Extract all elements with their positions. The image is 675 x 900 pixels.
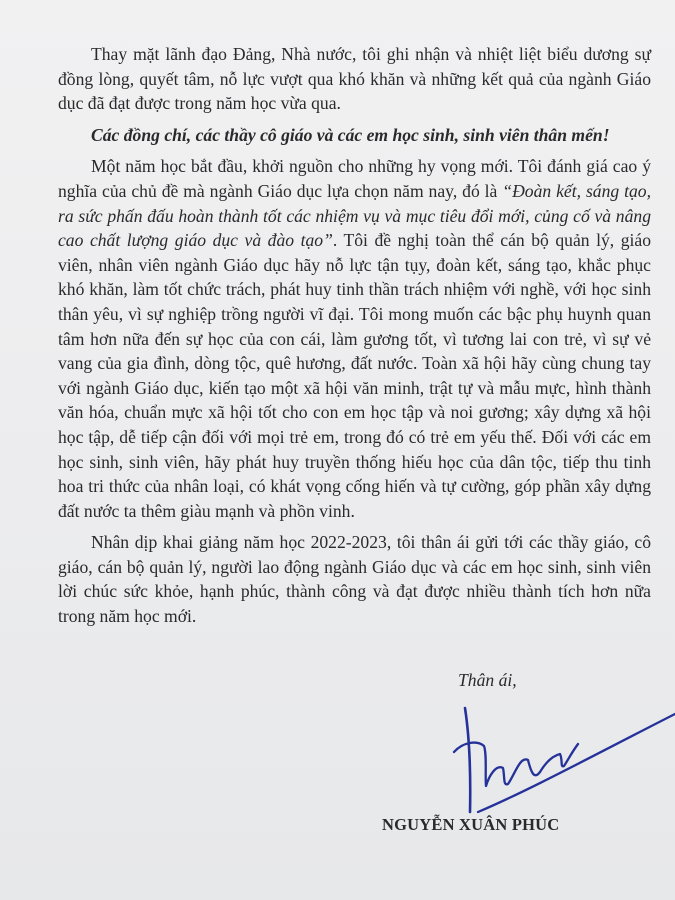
paragraph-text: Một năm học bắt đầu, khởi nguồn cho những hy vọng mới. Tôi đánh giá cao ý nghĩa của chủ đề mà ngành Giáo dục lựa chọn năm nay, đó là [58,156,651,201]
greeting-line [58,123,651,148]
signature-stroke [454,743,578,786]
paragraph-text: . Tôi đề nghị toàn thể cán bộ quản lý, giáo viên, nhân viên ngành Giáo dục hãy nỗ lực tận tụy, đoàn kết, sáng tạo, khắc phục khó khăn, làm tốt chức trách, phát huy tinh thần trách nhiệm với nghề, với học sinh thân yêu, vì sự nghiệp trồng người vĩ đại. Tôi mong muốn các bậc phụ huynh quan tâm hơn nữa đến sự học của con cái, làm gương tốt, vì tương lai con trẻ, vì sự vẻ vang của gia đình, dòng tộc, quê hương, đất nước. Toàn xã hội hãy cùng chung tay với ngành Giáo dục, kiến tạo một xã hội văn minh, trật tự và mẫu mực, hình thành văn hóa, chuẩn mực xã hội tốt cho con em học tập và noi gương; xây dựng xã hội học tập, dễ tiếp cận đối với mọi trẻ em, trong đó có trẻ em yếu thế. Đối với các em học sinh, sinh viên, hãy phát huy truyền thống hiếu học của dân tộc, tiếp thu tinh hoa tri thức của nhân loại, có khát vọng cống hiến và tự cường, góp phần xây dựng đất nước ta thêm giàu mạnh và phồn vinh. [58,230,652,521]
paragraph-text: Nhân dịp khai giảng năm học 2022-2023, tôi thân ái gửi tới các thầy giáo, cô giáo, cán bộ quản lý, người lao động ngành Giáo dục và các em học sinh, sinh viên lời chúc sức khỏe, hạnh phúc, thành công và đạt được nhiều thành tích hơn nữa trong năm học mới. [58,532,651,627]
signer-name: NGUYỄN XUÂN PHÚC [382,815,560,834]
body-paragraph [58,154,651,523]
paragraph-text: Các đồng chí, các thầy cô giáo và các em học sinh, sinh viên thân mến! [91,124,610,145]
closing-line: Thân ái, [458,670,517,690]
signature-stroke [478,714,675,812]
body-paragraph [58,42,651,116]
handwritten-signature [440,690,675,830]
letter-body [58,42,651,629]
paragraph-text: Thay mặt lãnh đạo Đảng, Nhà nước, tôi ghi nhận và nhiệt liệt biểu dương sự đồng lòng, quyết tâm, nỗ lực vượt qua khó khăn và những kết quả của ngành Giáo dục đã đạt được trong năm học vừa qua. [58,44,651,114]
body-paragraph [58,530,651,628]
signature-stroke [465,708,470,812]
quoted-theme: “Đoàn kết, sáng tạo, ra sức phấn đấu hoàn thành tốt các nhiệm vụ và mục tiêu đổi mới, củng cố và nâng cao chất lượng giáo dục và đào tạo” [58,180,651,251]
